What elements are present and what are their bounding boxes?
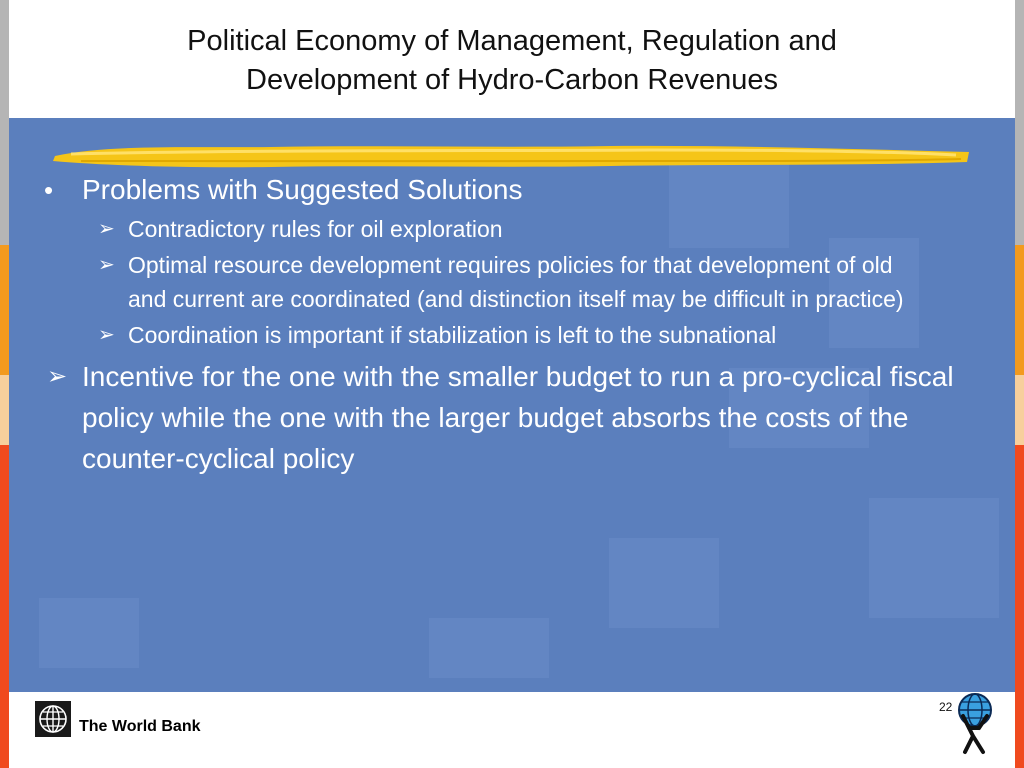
organization-name: The World Bank (79, 718, 201, 735)
right-stripe-peach (1015, 375, 1024, 445)
sub-bullet-text: Coordination is important if stabilization is left to the subnational (128, 322, 777, 348)
arrow-bullet-icon: ➢ (47, 363, 68, 390)
bullet-list (9, 170, 1015, 479)
title-line-2: Development of Hydro-Carbon Revenues (246, 64, 778, 96)
left-stripe-orange (0, 245, 9, 375)
content-panel (9, 118, 1015, 692)
highlighter-stroke (51, 142, 973, 170)
left-stripe-gray (0, 0, 9, 245)
slide-title (9, 22, 1015, 100)
sub-bullet-item (9, 212, 1015, 246)
bullet-text: Incentive for the one with the smaller budget to run a pro-cyclical fiscal policy while the one with the larger budget absorbs the costs of the counter-cyclical policy (82, 361, 954, 474)
title-area (9, 0, 1015, 118)
bullet-text: Problems with Suggested Solutions (82, 174, 523, 205)
left-stripe-red (0, 445, 9, 768)
bg-tile (39, 598, 139, 668)
bullet-dot: • (44, 175, 54, 205)
bg-tile (429, 618, 549, 678)
bg-tile (609, 538, 719, 628)
arrow-bullet-icon: ➢ (98, 218, 115, 240)
sub-bullet-item (9, 248, 1015, 316)
bg-tile (869, 498, 999, 618)
world-bank-globe-icon (35, 701, 71, 737)
sub-bullet-text: Contradictory rules for oil exploration (128, 216, 503, 242)
sub-bullet-item (9, 318, 1015, 352)
atlas-globe-icon (949, 692, 999, 756)
left-stripe-peach (0, 375, 9, 445)
right-stripe-gray (1015, 0, 1024, 245)
right-stripe-orange (1015, 245, 1024, 375)
page-number: 22 (939, 700, 953, 714)
sub-bullet-text: Optimal resource development requires policies for that development of old and current are coordinated (and distinction itself may be difficult in practice) (128, 252, 904, 312)
arrow-bullet-icon: ➢ (98, 324, 115, 346)
right-stripe-red (1015, 445, 1024, 768)
title-line-1: Political Economy of Management, Regulation and (187, 25, 837, 57)
bullet-item (9, 170, 1015, 210)
arrow-bullet-icon: ➢ (98, 254, 115, 276)
footer (9, 692, 1015, 768)
bullet-item (9, 356, 1015, 479)
